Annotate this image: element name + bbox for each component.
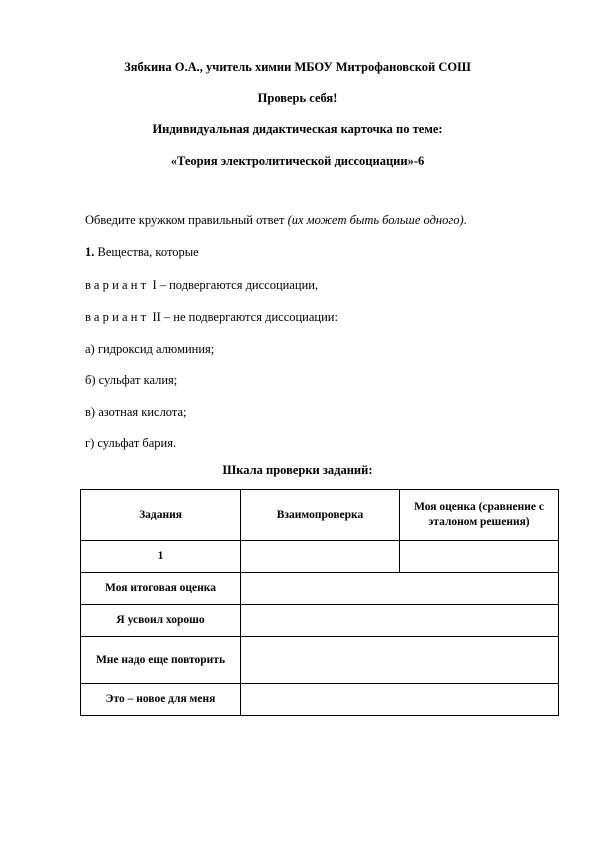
variant-1-text: I – подвергаются диссоциации, — [149, 278, 319, 292]
variant-2 — [85, 310, 338, 325]
author-line: Зябкина О.А., учитель химии МБОУ Митрофановской СОШ — [124, 60, 471, 74]
card-title: Индивидуальная дидактическая карточка по теме: — [152, 122, 443, 136]
variant-2-text: II – не подвергаются диссоциации: — [149, 310, 338, 324]
instruction-note: (их может быть больше одного) — [287, 213, 464, 227]
header-tasks: Задания — [81, 490, 241, 541]
check-title: Проверь себя! — [257, 91, 338, 105]
scale-title: Шкала проверки заданий: — [222, 463, 373, 477]
table-header-row — [81, 490, 559, 541]
learned-well-cell[interactable] — [241, 605, 559, 637]
option-a: а) гидроксид алюминия; — [85, 342, 215, 356]
question-text: Вещества, которые — [94, 245, 199, 259]
row-label-final-grade: Моя итоговая оценка — [81, 573, 241, 605]
row-label-new-for-me: Это – новое для меня — [81, 684, 241, 716]
header-my-grade: Моя оценка (сравнение с эталоном решения) — [400, 490, 559, 541]
need-repeat-cell[interactable] — [241, 637, 559, 684]
task-number: 1 — [81, 541, 241, 573]
topic-title: «Теория электролитической диссоциации»-6 — [170, 154, 425, 168]
score-table — [80, 489, 559, 716]
peer-check-cell[interactable] — [241, 541, 400, 573]
row-label-need-repeat: Мне надо еще повторить — [81, 637, 241, 684]
option-d: г) сульфат бария. — [85, 436, 177, 450]
table-row — [81, 684, 559, 716]
table-row — [81, 573, 559, 605]
question-line — [85, 245, 199, 260]
variant-1 — [85, 278, 318, 293]
row-label-learned-well: Я усвоил хорошо — [81, 605, 241, 637]
final-grade-cell[interactable] — [241, 573, 559, 605]
my-grade-cell[interactable] — [400, 541, 559, 573]
table-row — [81, 541, 559, 573]
question-number: 1. — [85, 245, 95, 259]
instruction-end: . — [463, 213, 467, 227]
header-peer-check: Взаимопроверка — [241, 490, 400, 541]
option-b: б) сульфат калия; — [85, 373, 178, 387]
table-row — [81, 605, 559, 637]
new-for-me-cell[interactable] — [241, 684, 559, 716]
variant-word: вариант — [85, 310, 150, 324]
instruction — [85, 213, 467, 228]
variant-word: вариант — [85, 278, 150, 292]
instruction-text: Обведите кружком правильный ответ — [85, 213, 288, 227]
table-row — [81, 637, 559, 684]
option-c: в) азотная кислота; — [85, 405, 187, 419]
